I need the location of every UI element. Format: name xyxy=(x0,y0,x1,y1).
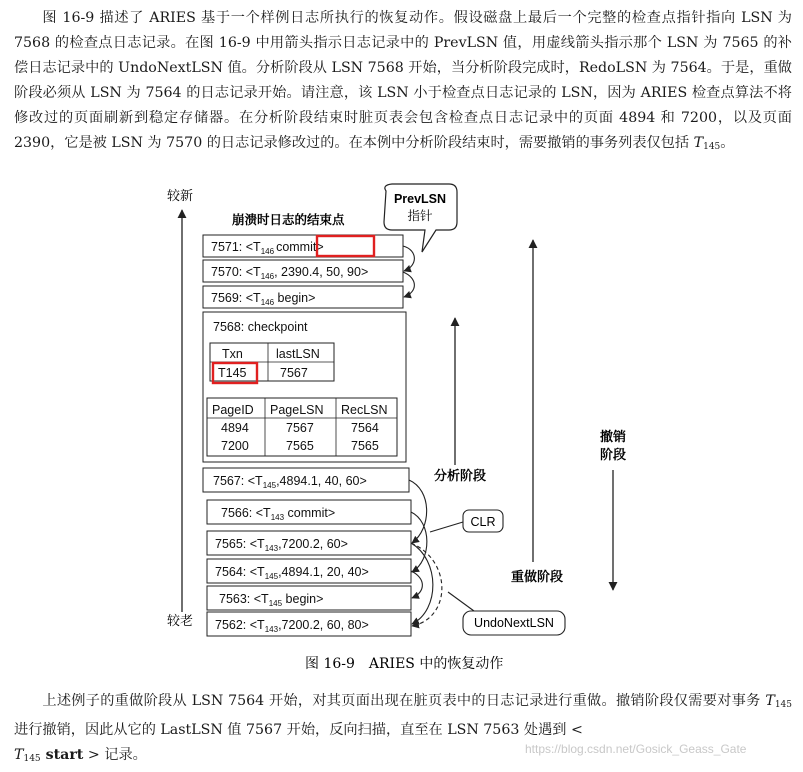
page-row-2-pagelsn: 7565 xyxy=(286,439,314,453)
log-record-7565-text: 7565: $<T_{143},7200.2$, 60> xyxy=(215,537,348,553)
page-row-2-id: 7200 xyxy=(221,439,249,453)
prevlsn-label-line1: PrevLSN xyxy=(393,192,447,206)
txn-header-txn: Txn xyxy=(222,347,243,361)
undo-phase-label-line2: 阶段 xyxy=(600,448,627,463)
intro-paragraph: 图 16-9 描述了 ARIES 基于一个样例日志所执行的恢复动作。假设磁盘上最后一个完整的检查点指针指向 LSN 为 7568 的检查点日志记录。在图 16-9 中用箭头指示日志记录中的 PrevLSN 值，用虚线箭头指示那个 LSN 为 7565 的补偿日志记录中的 UndoNextLSN 值。分析阶段从 LSN 7568 开始，当分析阶段完成时，RedoLSN 为 7564。于是，重做阶段必须从 LSN 为 7564 的日志记录开始。请注意，该 LSN 小于检查点日志记录的 LSN，因为 ARIES 检查点算法不将修改过的页面刷新到稳定存储器。在分析阶段结束时脏页表会包含检查点日志记录中的页面 4894 和 7200，以及页面 2390，它是被 LSN 为 7570 的日志记录修改过的。在本例中分析阶段结束时，需要撤销的事务列表仅包括 $T_{145}$。 xyxy=(14,10,792,152)
redo-undo-paragraph: 上述例子的重做阶段从 LSN 7564 开始，对其页面出现在脏页表中的日志记录进行重做。撤销阶段仅需要对事务 $T_{145}$ 进行撤销，因此从它的 LastLSN 值 7567 开始，反向扫描，直至在 LSN 7563 处遇到 < $T_{145}$ start > 记录。 xyxy=(14,693,792,764)
txn-row-lastlsn: 7567 xyxy=(280,366,308,380)
prevlsn-arrow-7564-7563 xyxy=(411,571,422,598)
checkpoint-title: 7568: checkpoint xyxy=(213,320,308,334)
page-row-1-reclsn: 7564 xyxy=(351,421,379,435)
redo-phase-label: 重做阶段 xyxy=(511,570,564,585)
figure-caption: 图 16-9 ARIES 中的恢复动作 xyxy=(305,656,504,672)
page-row-2-reclsn: 7565 xyxy=(351,439,379,453)
clr-label: CLR xyxy=(470,515,496,529)
watermark-url: https://blog.csdn.net/Gosick_Geass_Gate xyxy=(525,742,747,756)
prevlsn-label-line2: 指针 xyxy=(407,208,433,223)
newer-label: 较新 xyxy=(167,189,194,204)
txn-row-txn: T145 xyxy=(218,366,247,380)
txn-header-lastlsn: lastLSN xyxy=(276,347,320,361)
log-end-label: 崩溃时日志的结束点 xyxy=(232,212,345,227)
page-header-pageid: PageID xyxy=(212,403,254,417)
log-record-7569-text: 7569: $<T_{146}$ begin> xyxy=(211,291,316,307)
undonextlsn-label: UndoNextLSN xyxy=(474,616,554,630)
page-row-1-id: 4894 xyxy=(221,421,249,435)
log-record-7564-text: 7564: $<T_{145},4894.1$, 20, 40> xyxy=(215,565,369,581)
log-record-7562-text: 7562: $<T_{143},7200.2$, 60, 80> xyxy=(215,618,369,634)
commit-highlight xyxy=(317,236,374,256)
undo-phase-label-line1: 撤销 xyxy=(600,430,627,445)
log-record-7563-text: 7563: $<T_{145}$ begin> xyxy=(219,592,324,608)
older-label: 较老 xyxy=(167,614,194,629)
page-header-pagelsn: PageLSN xyxy=(270,403,324,417)
prevlsn-arrow-7571-7570 xyxy=(403,246,414,271)
log-record-7567-text: 7567: $<T_{145},4894.1$, 40, 60> xyxy=(213,474,367,490)
log-record-7566-text: 7566: $<T_{143}$ commit> xyxy=(221,506,336,522)
log-record-7571-text: 7571: $<T_{146}$ commit> xyxy=(211,240,324,256)
prevlsn-arrow-7567-7565 xyxy=(409,480,427,543)
page-header-reclsn: RecLSN xyxy=(341,403,388,417)
prevlsn-arrow-7570-7569 xyxy=(403,272,414,297)
log-record-7570-text: 7570: $<T_{146}$, 2390.4, 50, 90> xyxy=(211,265,369,281)
page-row-1-pagelsn: 7567 xyxy=(286,421,314,435)
analysis-phase-label: 分析阶段 xyxy=(434,469,487,484)
undonextlsn-dashed-arrow xyxy=(411,543,442,626)
